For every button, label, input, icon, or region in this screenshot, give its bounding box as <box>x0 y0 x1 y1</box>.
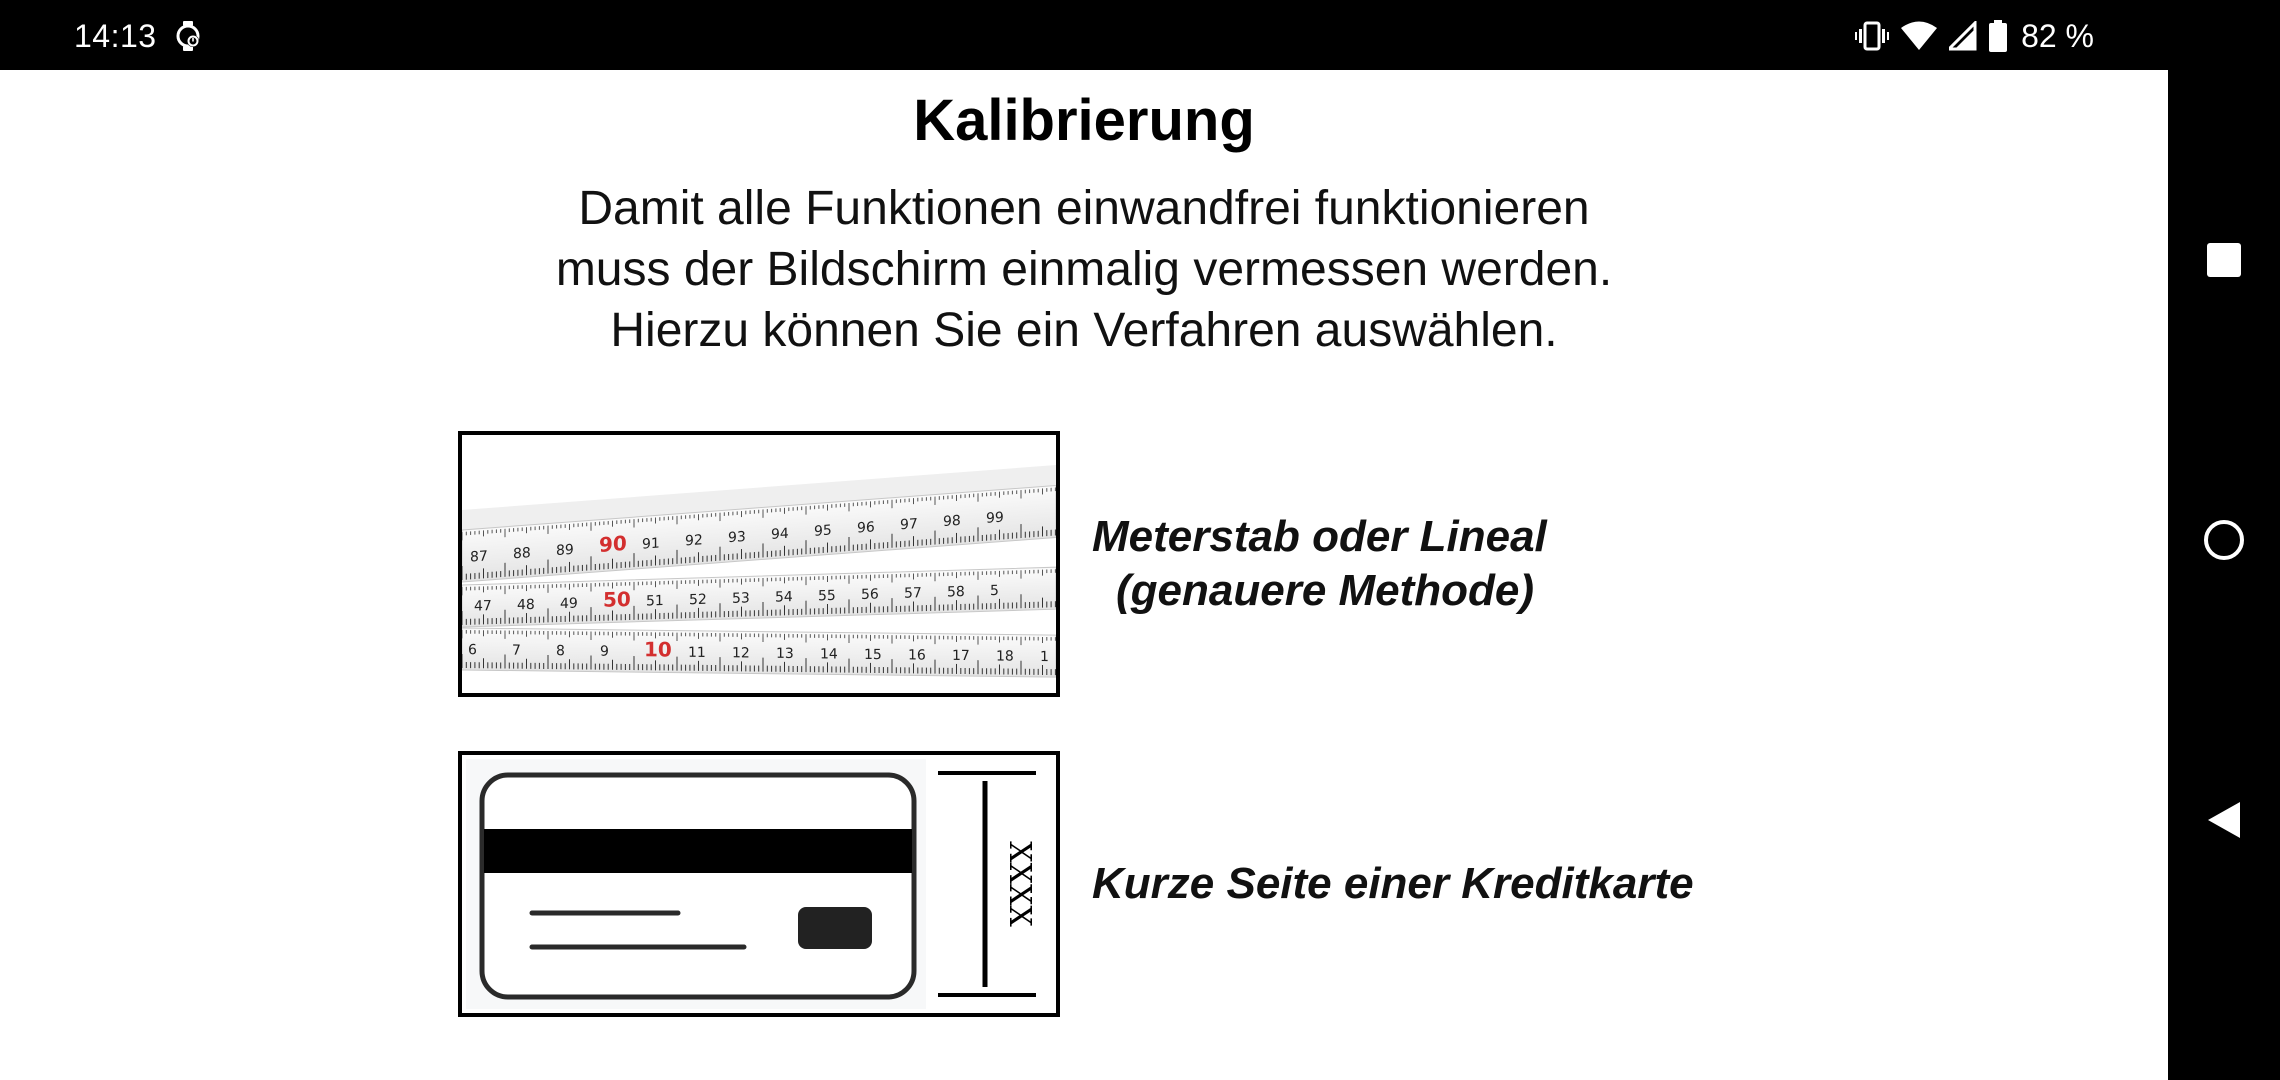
ruler-number: 88 <box>513 545 531 563</box>
navigation-bar <box>2168 0 2280 1080</box>
status-time: 14:13 <box>74 18 157 54</box>
ruler-number: 9 <box>600 643 609 660</box>
card-chip <box>798 907 872 949</box>
ruler-number: 8 <box>556 643 565 660</box>
ruler-number: 56 <box>861 586 879 604</box>
ruler-number: 58 <box>947 583 965 601</box>
ruler-number: 57 <box>904 585 922 602</box>
ruler-number: 87 <box>470 548 488 566</box>
recents-button[interactable] <box>2168 204 2280 316</box>
home-button[interactable] <box>2168 484 2280 596</box>
card-outline <box>482 775 914 997</box>
ruler-number: 14 <box>820 646 838 663</box>
ruler-number: 96 <box>857 519 875 537</box>
ruler-number: 95 <box>814 522 832 540</box>
ruler-number: 10 <box>644 637 672 662</box>
battery-icon <box>1989 20 2007 52</box>
intro-line: Damit alle Funktionen einwandfrei funktionieren <box>578 182 1590 235</box>
ruler-strip <box>462 628 1056 677</box>
ruler-number: 12 <box>732 645 750 662</box>
ruler-number: 99 <box>986 509 1004 527</box>
ruler-number: 90 <box>599 530 627 557</box>
folding-ruler-illustration <box>462 435 1056 693</box>
ruler-number: 97 <box>900 516 918 534</box>
ruler-number: 94 <box>771 525 789 544</box>
status-icons <box>1855 18 2094 54</box>
ruler-number: 7 <box>512 642 521 659</box>
ruler-number: 48 <box>517 596 535 614</box>
ruler-number: 49 <box>560 595 578 613</box>
ruler-number: 55 <box>818 587 836 605</box>
ruler-number: 1 <box>1040 648 1049 666</box>
option-ruler[interactable] <box>458 431 1758 697</box>
back-button[interactable] <box>2168 764 2280 876</box>
ruler-number: 93 <box>728 528 746 547</box>
ruler-number: 6 <box>468 642 477 659</box>
status-bar <box>0 0 2168 70</box>
ruler-number: 47 <box>474 598 492 615</box>
intro-text <box>434 178 1734 361</box>
ruler-number: 91 <box>642 535 660 553</box>
ruler-number: 51 <box>646 592 664 610</box>
ruler-number: 50 <box>603 586 631 612</box>
page-title: Kalibrierung <box>913 88 1255 153</box>
ruler-number: 54 <box>775 589 793 606</box>
ruler-number: 17 <box>952 647 970 665</box>
intro-line: muss der Bildschirm einmalig vermessen werden. <box>555 243 1613 296</box>
vibrate-icon <box>1855 21 1889 51</box>
magnetic-stripe <box>484 829 912 873</box>
ruler-number: 15 <box>864 646 882 664</box>
ruler-number: 53 <box>732 590 750 607</box>
ruler-number: 16 <box>908 647 926 664</box>
ruler-number: 11 <box>688 644 706 661</box>
ruler-number: 5 <box>990 582 999 600</box>
ruler-number: 52 <box>689 591 707 609</box>
credit-card-image[interactable] <box>458 751 1060 1017</box>
home-icon <box>2203 519 2245 561</box>
ruler-number: 89 <box>556 541 574 560</box>
back-icon <box>2206 800 2242 840</box>
option-credit-card-label-line1: Kurze Seite einer Kreditkarte <box>1092 859 1694 908</box>
intro-line: Hierzu können Sie ein Verfahren auswählen. <box>610 304 1558 357</box>
signal-icon <box>1949 21 1977 51</box>
credit-card-illustration <box>462 755 1056 1013</box>
ruler-number: 13 <box>776 645 794 663</box>
ruler-number: 18 <box>996 648 1014 665</box>
watch-icon <box>172 20 204 52</box>
recents-icon <box>2206 242 2242 278</box>
dimension-label: XXXX <box>1002 841 1037 927</box>
folding-ruler-image[interactable] <box>458 431 1060 697</box>
battery-percent: 82 % <box>2021 18 2094 54</box>
ruler-number: 98 <box>943 512 961 531</box>
option-credit-card-label[interactable] <box>1092 751 1694 1017</box>
option-ruler-label-line2: (genauere Methode) <box>1116 566 1535 615</box>
option-credit-card[interactable] <box>458 751 1758 1017</box>
wifi-icon <box>1901 21 1937 51</box>
option-ruler-label[interactable] <box>1092 431 1547 697</box>
ruler-number: 92 <box>685 532 703 550</box>
option-ruler-label-line1: Meterstab oder Lineal <box>1092 512 1547 561</box>
calibration-screen <box>0 70 2168 1080</box>
